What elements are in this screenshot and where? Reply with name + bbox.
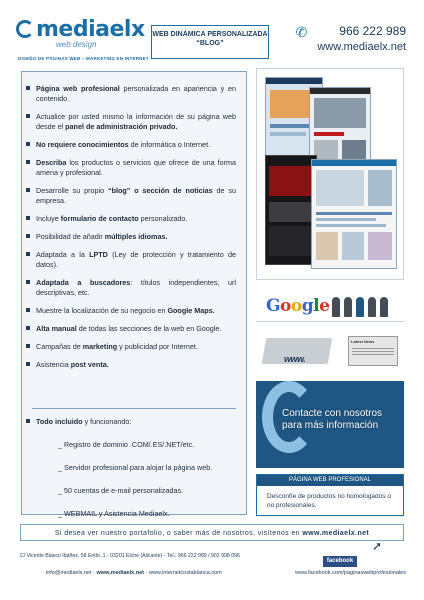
feature-text: de todas las secciones de la web en Google. bbox=[76, 324, 222, 333]
pwp-header: PÁGINA WEB PROFESIONAL bbox=[257, 475, 403, 486]
feature-highlight: No requiere conocimientos bbox=[36, 140, 129, 149]
cta-line-2: para más información bbox=[282, 420, 379, 431]
footer-separator: · bbox=[144, 570, 149, 576]
feature-highlight: LPTD bbox=[89, 250, 108, 259]
product-title: WEB DINÁMICA PERSONALIZADA bbox=[152, 31, 268, 38]
feature-text: Adaptada a la bbox=[36, 250, 90, 259]
feature-text: Actualice por usted mismo la información de su página web desde el bbox=[36, 112, 236, 131]
feature-item bbox=[36, 158, 236, 178]
business-people-image bbox=[328, 291, 398, 319]
feature-text: Asistencia bbox=[36, 360, 71, 369]
feature-item bbox=[36, 278, 236, 298]
feature-highlight: post venta. bbox=[70, 360, 109, 369]
bullet-icon bbox=[26, 280, 30, 284]
bullet-icon bbox=[26, 419, 30, 423]
bullet-icon bbox=[26, 362, 30, 366]
bullet-icon bbox=[26, 326, 30, 330]
feature-highlight: Google Maps. bbox=[167, 306, 215, 315]
included-title bbox=[36, 417, 236, 427]
cta-line-1: Contacte con nosotros bbox=[282, 408, 383, 419]
feature-highlight: Página web profesional bbox=[36, 84, 120, 93]
feature-text: : títulos independientes, url descriptivas, etc. bbox=[36, 278, 237, 297]
feature-item bbox=[36, 186, 236, 206]
bullet-icon bbox=[26, 86, 30, 90]
bullet-icon bbox=[26, 308, 30, 312]
phone-icon: ✆ bbox=[295, 24, 308, 40]
feature-text: Campañas de bbox=[36, 342, 83, 351]
feature-highlight: formulario de contacto bbox=[60, 214, 139, 223]
pwp-text: Desconfíe de productos no homologados o no profesionales. bbox=[267, 493, 391, 509]
website-screenshots bbox=[256, 68, 404, 280]
cta-text bbox=[282, 408, 382, 432]
feature-item bbox=[36, 324, 236, 334]
feature-text: Incluye bbox=[36, 214, 61, 223]
features-panel bbox=[21, 71, 247, 518]
bullet-icon bbox=[26, 188, 30, 192]
feature-highlight: Adaptada a buscadores bbox=[36, 278, 131, 287]
product-title-box bbox=[151, 25, 269, 59]
footer-facebook-url[interactable]: www.facebook.com/paginaswebprofesionales bbox=[295, 570, 406, 576]
footer-website-2[interactable]: www.internetcostablanca.com bbox=[148, 570, 222, 576]
footer-website[interactable]: www.mediaelx.net bbox=[96, 570, 145, 576]
www-row bbox=[256, 330, 404, 370]
portfolio-text: Si desea ver nuestro portafolio, o saber más de nosotros, visítenos en bbox=[54, 530, 303, 537]
logo-main-text: mediaelx bbox=[36, 17, 145, 42]
feature-text: personalizada en apariencia y en contenido. bbox=[36, 84, 236, 103]
page-footer bbox=[0, 568, 424, 582]
logo-sub-text: web design bbox=[56, 40, 97, 49]
bullet-icon bbox=[26, 160, 30, 164]
portfolio-link[interactable]: www.mediaelx.net bbox=[302, 530, 370, 537]
professional-web-box bbox=[256, 474, 404, 516]
feature-item bbox=[36, 342, 236, 352]
google-seo-row bbox=[256, 289, 404, 322]
feature-item bbox=[36, 360, 236, 370]
phone-number[interactable]: 966 222 989 bbox=[339, 24, 406, 38]
feature-highlight: marketing bbox=[82, 342, 118, 351]
www-text: www. bbox=[284, 354, 306, 364]
feature-highlight: “blog” o sección de noticias bbox=[108, 186, 213, 195]
logo-mark-icon bbox=[16, 20, 34, 38]
footer-email[interactable]: info@mediaelx.net bbox=[46, 570, 92, 576]
included-item: _ Registro de dominio .COM/.ES/.NET/etc. bbox=[58, 440, 195, 449]
feature-item bbox=[36, 232, 236, 242]
screenshot-image bbox=[265, 155, 317, 265]
bullet-icon bbox=[26, 142, 30, 146]
website-link[interactable]: www.mediaelx.net bbox=[317, 41, 406, 53]
mediaelx-logo[interactable] bbox=[18, 17, 145, 49]
portfolio-banner bbox=[20, 524, 404, 541]
feature-highlight: Describa bbox=[36, 158, 67, 167]
feature-text: y publicidad por Internet. bbox=[117, 342, 198, 351]
included-section bbox=[36, 417, 236, 519]
feature-text: Muestre la localización de su negocio en bbox=[36, 306, 168, 315]
feature-text: Posibilidad de añadir bbox=[36, 232, 105, 241]
newspaper-image bbox=[348, 336, 398, 366]
feature-text: (Ley de protección y tratamiento de datos). bbox=[36, 250, 236, 269]
bullet-icon bbox=[26, 344, 30, 348]
included-item: _ 50 cuentas de e-mail personalizadas. bbox=[58, 486, 184, 495]
included-item: _ WEBMAIL y Asistencia Mediaelx. bbox=[58, 509, 170, 518]
included-item: _ Servidor profesional para alojar la página web. bbox=[58, 463, 213, 472]
page-header bbox=[0, 0, 424, 70]
panel-divider bbox=[32, 408, 236, 409]
tagline: DISEÑO DE PÁGINAS WEB – MARKETING EN INTERNET bbox=[18, 56, 149, 61]
feature-item bbox=[36, 306, 236, 316]
feature-text: personalizado. bbox=[138, 214, 188, 223]
contact-cta[interactable] bbox=[256, 381, 404, 468]
feature-item bbox=[36, 84, 236, 104]
screenshot-image bbox=[311, 159, 397, 269]
feature-text: de informática o Internet. bbox=[128, 140, 211, 149]
contact-area bbox=[295, 24, 406, 53]
included-title-rest: y funcionando: bbox=[82, 417, 132, 426]
feature-item bbox=[36, 112, 236, 132]
postal-address: C/ Vicente Blasco Ibáñez, 58 Entlo. 1 - 03201 Elche (Alicante) - Tel.: 966 222 989 / 902 998 096 bbox=[20, 553, 240, 559]
bullet-icon bbox=[26, 234, 30, 238]
feature-item bbox=[36, 140, 236, 150]
footer-separator: · bbox=[91, 570, 97, 576]
feature-item bbox=[36, 214, 236, 224]
features-list bbox=[36, 84, 236, 378]
feature-highlight: panel de administración privado. bbox=[65, 122, 178, 131]
feature-highlight: Alta manual bbox=[36, 324, 77, 333]
cursor-icon: ➚ bbox=[372, 539, 383, 553]
product-subtitle: “BLOG” bbox=[196, 40, 224, 47]
feature-item bbox=[36, 250, 236, 270]
bullet-icon bbox=[26, 216, 30, 220]
bullet-icon bbox=[26, 114, 30, 118]
news-header: Latest News bbox=[351, 339, 375, 344]
feature-text: los productos o servicios que ofrece de una forma amena y profesional. bbox=[36, 158, 236, 177]
included-title-bold: Todo incluido bbox=[36, 417, 83, 426]
facebook-badge[interactable]: facebook bbox=[323, 556, 357, 567]
feature-text: de su empresa. bbox=[36, 186, 236, 205]
feature-text: Desarrolle su propio bbox=[36, 186, 108, 195]
footer-links bbox=[46, 570, 222, 576]
bullet-icon bbox=[26, 252, 30, 256]
google-logo: Google bbox=[266, 296, 330, 316]
feature-highlight: múltiples idiomas. bbox=[104, 232, 168, 241]
